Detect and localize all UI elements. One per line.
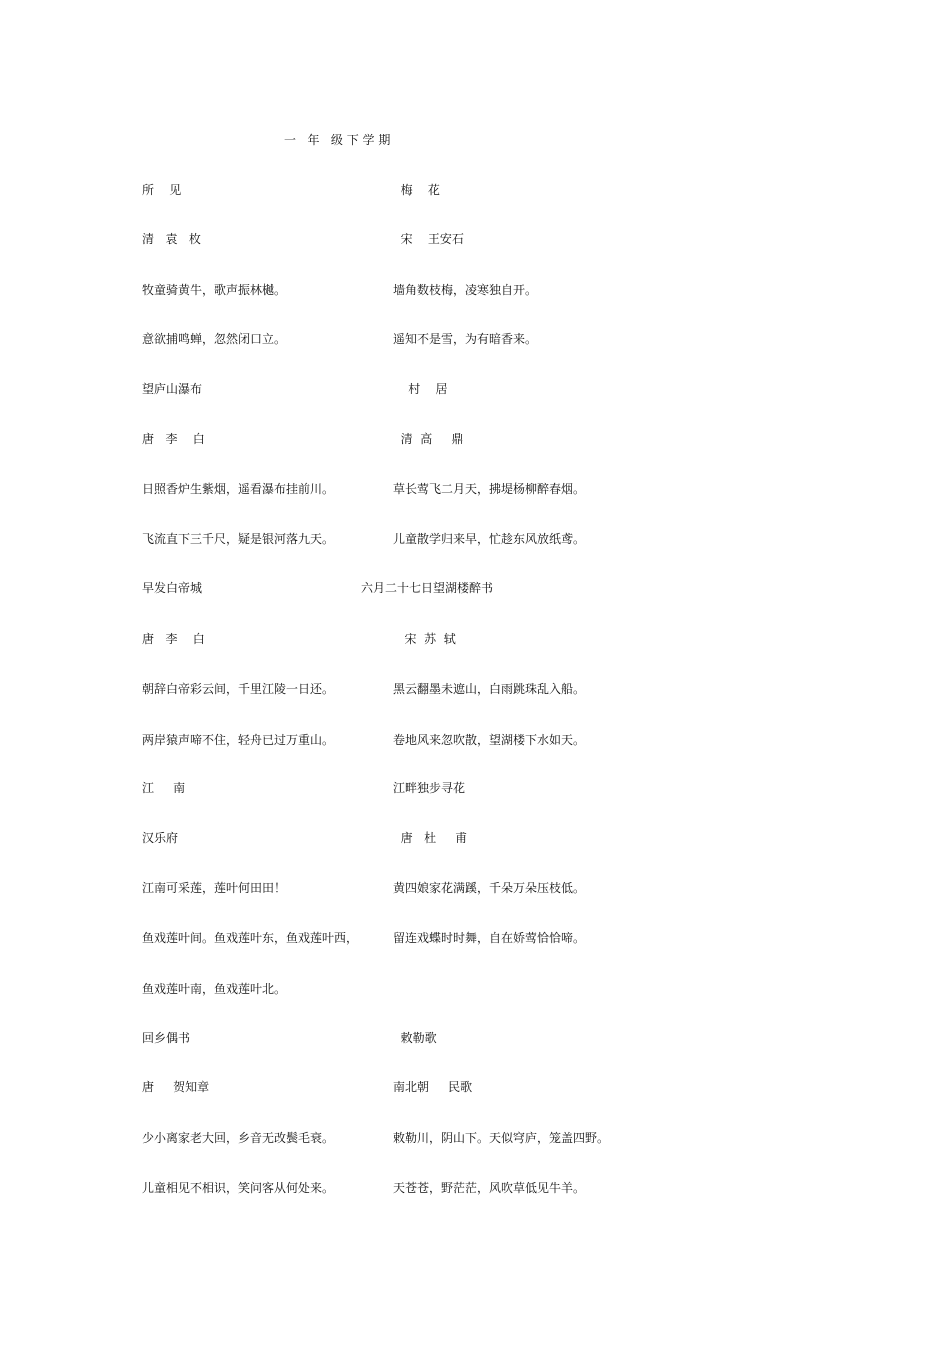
poem-line-left: 两岸猿声啼不住，轻舟已过万重山。	[142, 733, 335, 747]
poem-title-right: 梅 花	[393, 183, 440, 197]
poem-line-right: 黑云翻墨未遮山，白雨跳珠乱入船。	[393, 682, 586, 696]
poem-line-right: 敕勒川，阴山下。天似穹庐，笼盖四野。	[393, 1131, 610, 1145]
page-title: 一 年 级 下 学 期	[284, 133, 391, 147]
poem-title-right: 敕勒歌	[393, 1031, 437, 1045]
poem-title-left: 回乡偶书	[142, 1031, 191, 1045]
poem-title-right: 六月二十七日望湖楼醉书	[361, 581, 494, 595]
poem-author-right: 清 高 鼎	[393, 432, 464, 446]
poem-line-left: 牧童骑黄牛，歌声振林樾。	[142, 283, 287, 297]
poem-author-left: 清 袁 枚	[142, 232, 201, 246]
poem-line-right: 卷地风来忽吹散，望湖楼下水如天。	[393, 733, 586, 747]
poem-line-right: 留连戏蝶时时舞，自在娇莺恰恰啼。	[393, 931, 586, 945]
poem-line-left: 儿童相见不相识，笑问客从何处来。	[142, 1181, 335, 1195]
poem-author-right: 唐 杜 甫	[393, 831, 468, 845]
poem-line-left: 鱼戏莲叶间。鱼戏莲叶东，鱼戏莲叶西，	[142, 931, 359, 945]
poem-line-right: 遥知不是雪，为有暗香来。	[393, 332, 538, 346]
poem-author-left: 唐 贺知章	[142, 1080, 210, 1094]
poem-title-left: 所 见	[142, 183, 182, 197]
poem-author-right: 宋 王安石	[393, 232, 464, 246]
poem-line-right: 草长莺飞二月天，拂堤杨柳醉春烟。	[393, 482, 586, 496]
poem-title-right: 江畔独步寻花	[393, 781, 466, 795]
poem-author-left: 唐 李 白	[142, 632, 205, 646]
poem-author-left: 唐 李 白	[142, 432, 205, 446]
poem-line-left: 意欲捕鸣蝉，忽然闭口立。	[142, 332, 287, 346]
poem-line-left: 日照香炉生紫烟，遥看瀑布挂前川。	[142, 482, 335, 496]
poem-author-left: 汉乐府	[142, 831, 179, 845]
poem-line-right: 儿童散学归来早，忙趁东风放纸鸢。	[393, 532, 586, 546]
poem-title-left: 江 南	[142, 781, 186, 795]
poem-line-right: 天苍苍，野茫茫，风吹草低见牛羊。	[393, 1181, 586, 1195]
poem-line-left: 少小离家老大回，乡音无改鬓毛衰。	[142, 1131, 335, 1145]
poem-title-right: 村 居	[393, 382, 448, 396]
poem-author-right: 南北朝 民歌	[393, 1080, 473, 1094]
poem-line-right: 墙角数枝梅，凌寒独自开。	[393, 283, 538, 297]
poem-title-left: 望庐山瀑布	[142, 382, 203, 396]
poem-line-left: 飞流直下三千尺，疑是银河落九天。	[142, 532, 335, 546]
poem-line-left: 朝辞白帝彩云间，千里江陵一日还。	[142, 682, 335, 696]
poem-line-left: 江南可采莲，莲叶何田田！	[142, 881, 287, 895]
poem-title-left: 早发白帝城	[142, 581, 203, 595]
poem-line-left: 鱼戏莲叶南，鱼戏莲叶北。	[142, 982, 287, 996]
poem-author-right: 宋 苏 轼	[393, 632, 456, 646]
poem-line-right: 黄四娘家花满蹊，千朵万朵压枝低。	[393, 881, 586, 895]
